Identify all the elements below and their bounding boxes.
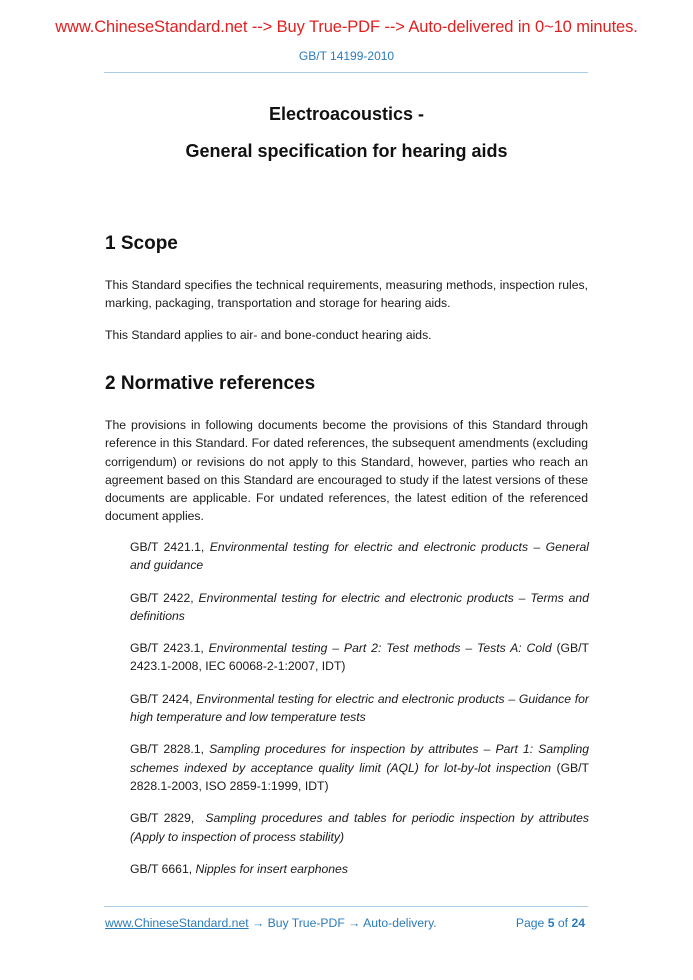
current-page-number: 5 xyxy=(547,916,555,930)
section-heading-normative-references: 2 Normative references xyxy=(105,373,316,394)
scope-paragraph-1: This Standard specifies the technical requirements, measuring methods, inspection rules, marking, packaging, transportation and storage for hearing aids. xyxy=(105,278,588,311)
website-link[interactable]: www.ChineseStandard.net xyxy=(105,916,249,930)
document-title-line-2: General specification for hearing aids xyxy=(185,141,508,161)
header-divider xyxy=(104,72,588,73)
reference-item xyxy=(130,740,589,795)
reference-code: GB/T 2828.1, xyxy=(130,742,210,757)
reference-item xyxy=(130,538,589,575)
reference-title: Environmental testing for electric and electronic products – General and guidance xyxy=(130,540,589,573)
footer-divider xyxy=(104,906,588,907)
normative-references-paragraph: The provisions in following documents become the provisions of this Standard through reference in this Standard. For dated references, the subsequent amendments (excluding corrigendum) or revisions do not apply to this Standard, however, parties who reach an agreement based on this Standard are encouraged to study if the latest versions of these documents are applicable. For undated references, the latest edition of the referenced document applies. xyxy=(105,418,588,524)
reference-title: Sampling procedures and tables for periodic inspection by attributes (Apply to inspection of process stability) xyxy=(130,811,589,844)
promo-banner[interactable]: www.ChineseStandard.net --> Buy True-PDF --> Auto-delivered in 0~10 minutes. xyxy=(55,18,638,36)
reference-suffix: (GB/T 2423.1-2008, IEC 60068-2-1:2007, IDT) xyxy=(130,641,589,674)
reference-suffix: (GB/T 2828.1-2003, ISO 2859-1:1999, IDT) xyxy=(130,760,590,793)
reference-title: Environmental testing for electric and electronic products – Terms and definitions xyxy=(130,590,589,623)
section-heading-scope: 1 Scope xyxy=(105,233,178,254)
reference-code: GB/T 2422, xyxy=(130,590,199,605)
page-of-label: of xyxy=(554,916,572,930)
reference-item xyxy=(130,809,589,846)
reference-item xyxy=(130,690,589,727)
footer-tagline: → Buy True-PDF → Auto-delivery. xyxy=(248,916,437,930)
reference-title: Environmental testing – Part 2: Test methods – Tests A: Cold xyxy=(208,641,552,656)
reference-item xyxy=(130,589,589,626)
reference-code: GB/T 2423.1, xyxy=(130,641,209,656)
document-code-header: GB/T 14199-2010 xyxy=(298,49,395,63)
page-footer xyxy=(105,916,585,930)
scope-paragraph-2: This Standard applies to air- and bone-conduct hearing aids. xyxy=(105,328,432,342)
page-indicator xyxy=(516,916,585,930)
reference-code: GB/T 2424, xyxy=(130,691,197,706)
reference-code: GB/T 2829, xyxy=(130,811,206,826)
document-title-line-1: Electroacoustics - xyxy=(268,104,425,124)
reference-title: Nipples for insert earphones xyxy=(195,861,348,876)
reference-code: GB/T 2421.1, xyxy=(130,540,210,554)
total-pages-number: 24 xyxy=(571,916,585,930)
reference-list xyxy=(130,538,589,892)
reference-code: GB/T 6661, xyxy=(130,861,196,876)
reference-title: Environmental testing for electric and electronic products – Guidance for high temperature and low temperature tests xyxy=(130,691,589,725)
reference-title: Sampling procedures for inspection by attributes – Part 1: Sampling schemes indexed by acceptance quality limit (AQL) for lot-by-lot inspection xyxy=(130,742,590,775)
page-label: Page xyxy=(515,916,548,930)
reference-item xyxy=(130,639,589,676)
reference-item xyxy=(130,860,589,878)
